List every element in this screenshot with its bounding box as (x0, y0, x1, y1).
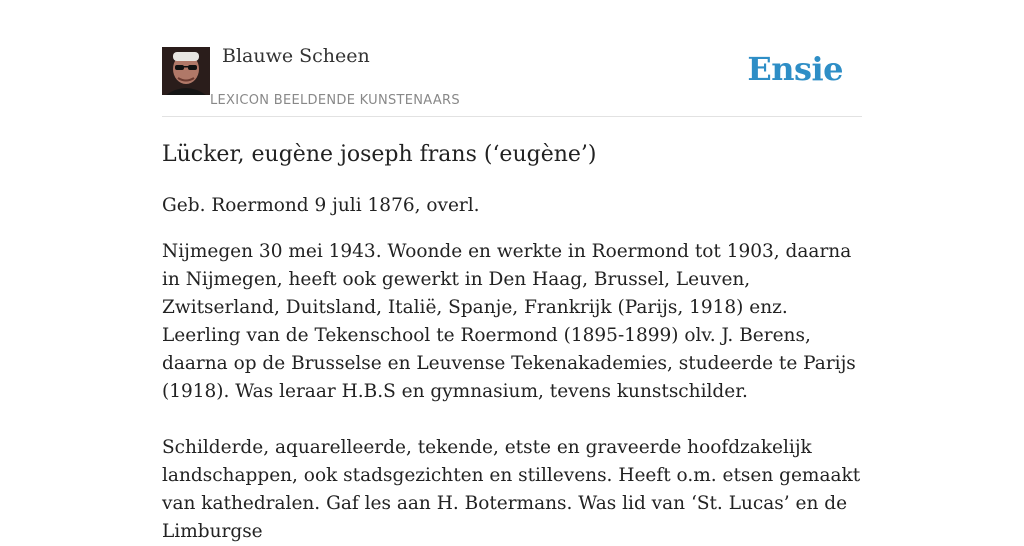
article-title: Lücker, eugène joseph frans (‘eugène’) (162, 142, 597, 167)
article-paragraph: Nijmegen 30 mei 1943. Woonde en werkte in Roermond tot 1903, daarna in Nijmegen, heeft ook gewerkt in Den Haag, Brussel, Leuven, Zwitserland, Duitsland, Italië, Spanje, Frankrijk (Parijs, 1918) enz. Leerling van de Tekenschool te Roermond (1895-1899) olv. J. Berens, daarna op de Brusselse en Leuvense Tekenakademies, studeerde te Parijs (1918). Was leraar H.B.S en gymnasium, tevens kunstschilder. (162, 241, 856, 402)
user-avatar-icon (162, 47, 210, 95)
collection-label[interactable]: LEXICON BEELDENDE KUNSTENAARS (210, 93, 460, 108)
ensie-logo[interactable]: Ensie (747, 50, 843, 88)
author-avatar[interactable] (162, 47, 210, 95)
author-name[interactable]: Blauwe Scheen (222, 45, 370, 67)
article-paragraph: Geb. Roermond 9 juli 1876, overl. (162, 195, 480, 216)
article-paragraph: Schilderde, aquarelleerde, tekende, etste en graveerde hoofdzakelijk landschappen, ook stadsgezichten en stillevens. Heeft o.m. etsen gemaakt van kathedralen. Gaf les aan H. Botermans. Was lid van ‘St. Lucas’ en de Limburgse (162, 437, 861, 542)
article (162, 140, 867, 546)
page-header (162, 0, 862, 117)
